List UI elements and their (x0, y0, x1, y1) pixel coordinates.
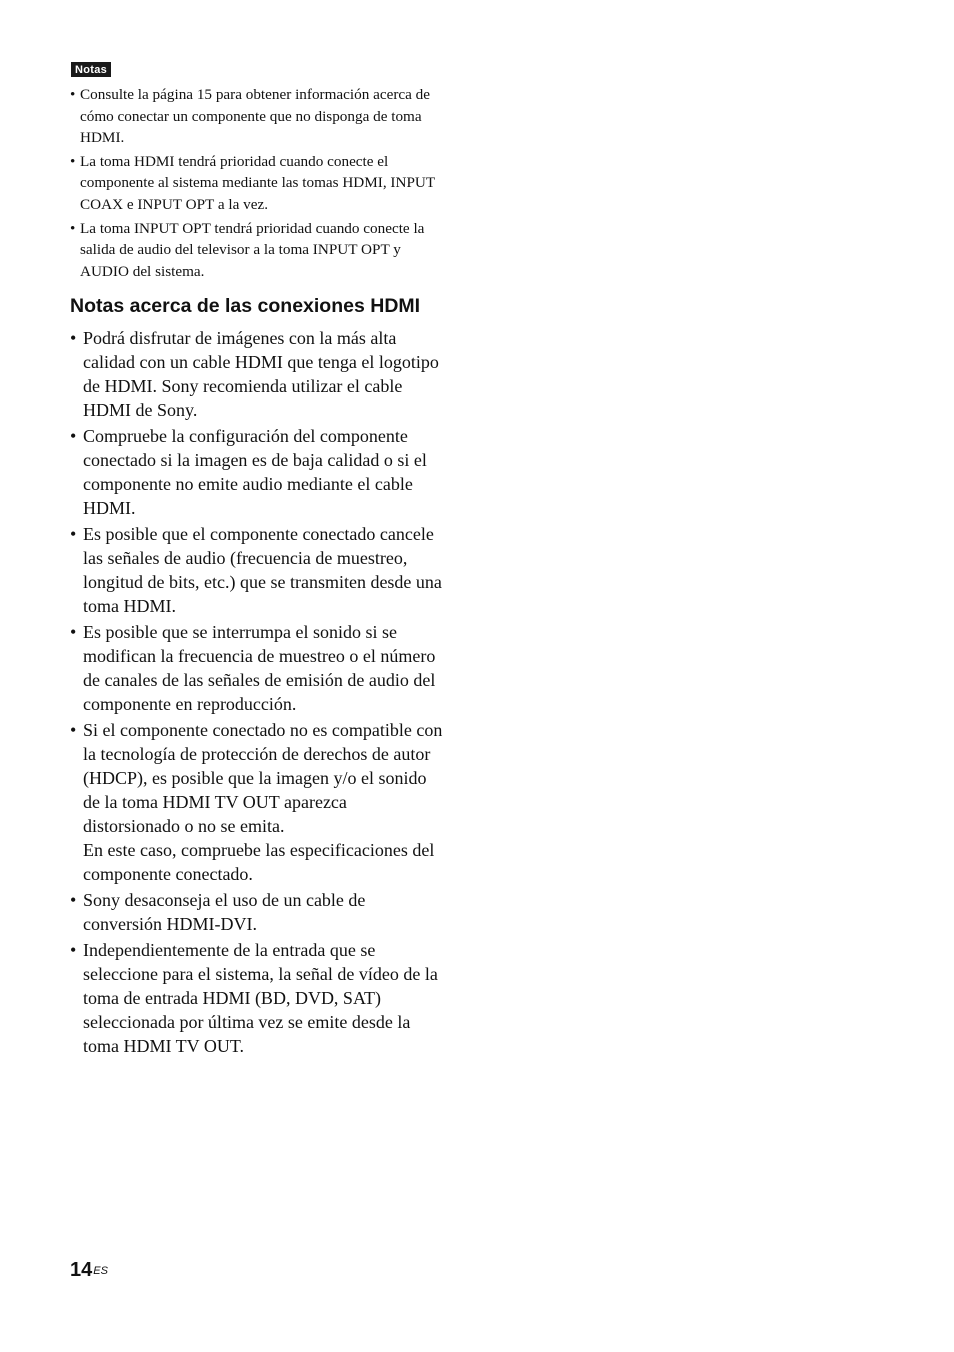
bullet: • (70, 426, 77, 447)
notes-label: Notas (71, 62, 111, 77)
list-item (70, 718, 444, 886)
note-text: Consulte la página 15 para obtener información acerca de cómo conectar un componente que no disponga de toma HDMI. (80, 86, 431, 147)
page-number (70, 1258, 108, 1282)
note-text: Sony desaconseja el uso de un cable de conversión HDMI-DVI. (83, 890, 366, 935)
list-item (70, 218, 444, 283)
list-item (70, 620, 444, 716)
list-item (70, 888, 444, 936)
bullet: • (70, 86, 76, 103)
bullet: • (70, 720, 77, 741)
note-text: Compruebe la configuración del componente conectado si la imagen es de baja calidad o si el componente no emite audio mediante el cable HDMI. (83, 426, 427, 519)
bullet: • (70, 622, 77, 643)
page-number-value: 14 (70, 1259, 93, 1281)
list-item (70, 151, 444, 216)
hdmi-notes-list (70, 326, 444, 1058)
note-text: Podrá disfrutar de imágenes con la más alta calidad con un cable HDMI que tenga el logotipo de HDMI. Sony recomienda utilizar el cable HDMI de Sony. (83, 328, 439, 421)
note-text: Si el componente conectado no es compatible con la tecnología de protección de derechos de autor (HDCP), es posible que la imagen y/o el sonido de la toma HDMI TV OUT aparezca distorsionado o no se emita. (83, 720, 443, 837)
note-text: La toma INPUT OPT tendrá prioridad cuando conecte la salida de audio del televisor a la toma INPUT OPT y AUDIO del sistema. (80, 219, 425, 280)
list-item (70, 326, 444, 422)
note-text: La toma HDMI tendrá prioridad cuando conecte el componente al sistema mediante las tomas HDMI, INPUT COAX e INPUT OPT a la vez. (80, 152, 435, 213)
content-column (70, 60, 444, 1060)
list-item (70, 424, 444, 520)
bullet: • (70, 940, 77, 961)
bullet: • (70, 328, 77, 349)
note-text: Es posible que se interrumpa el sonido si se modifican la frecuencia de muestreo o el número de canales de las señales de emisión de audio del componente en reproducción. (83, 622, 436, 715)
note-text: Es posible que el componente conectado cancele las señales de audio (frecuencia de muestreo, longitud de bits, etc.) que se transmiten desde una toma HDMI. (83, 524, 442, 617)
list-item (70, 938, 444, 1058)
list-item (70, 84, 444, 149)
note-text: Independientemente de la entrada que se seleccione para el sistema, la señal de vídeo de la toma de entrada HDMI (BD, DVD, SAT) seleccionada por última vez se emite desde la toma HDMI TV OUT. (83, 940, 438, 1057)
section-title: Notas acerca de las conexiones HDMI (70, 295, 421, 318)
bullet: • (70, 219, 76, 237)
bullet: • (70, 152, 76, 170)
bullet: • (70, 890, 77, 911)
bullet: • (70, 524, 77, 545)
page-language-suffix: ES (93, 1265, 108, 1277)
notes-list (70, 84, 444, 282)
list-item (70, 522, 444, 618)
note-text-continuation: En este caso, compruebe las especificaciones del componente conectado. (83, 840, 435, 885)
